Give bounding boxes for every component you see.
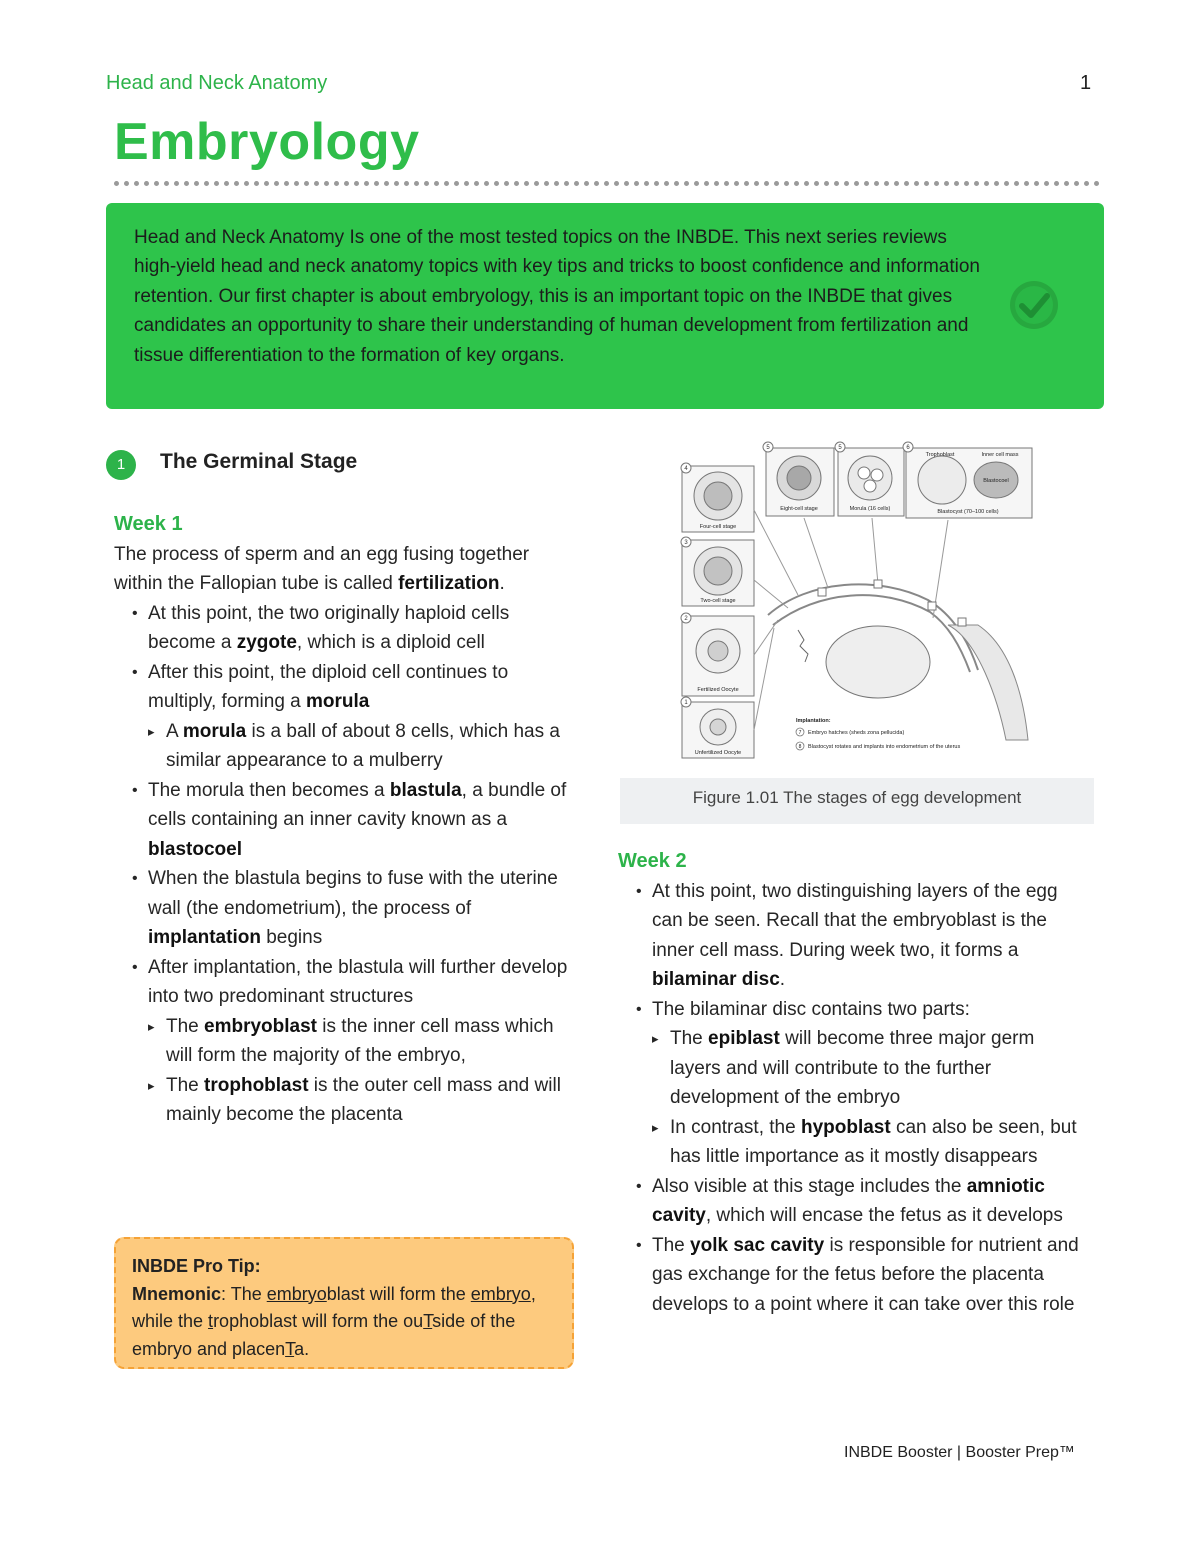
pro-tip-box	[114, 1237, 574, 1369]
figure-caption: Figure 1.01 The stages of egg development	[692, 788, 1022, 807]
stage-number: 5	[766, 445, 770, 451]
list-item: • Also visible at this stage includes the amniotic cavity, which will encase the fetus as it develops	[618, 1172, 1088, 1231]
mnemonic-label: Mnemonic	[132, 1283, 222, 1304]
stage-number: 1	[684, 700, 688, 706]
egg-development-figure	[678, 440, 1034, 760]
figure-label: Eight-cell stage	[780, 506, 818, 512]
footer: INBDE Booster | Booster Prep™	[844, 1444, 1075, 1461]
key-term: morula	[182, 720, 247, 742]
sub-list-item: ▸ A morula is a ball of about 8 cells, which has a similar appearance to a mulberry	[114, 717, 574, 776]
figure-label: Two-cell stage	[700, 598, 736, 604]
figure-caption-box	[620, 778, 1094, 824]
title-divider	[114, 181, 1100, 186]
list-item: • After this point, the diploid cell continues to multiply, forming a morula	[114, 658, 574, 717]
list-item: • When the blastula begins to fuse with the uterine wall (the endometrium), the process of implantation begins	[114, 864, 574, 953]
key-term: trophoblast	[204, 1074, 309, 1096]
stage-number: 4	[684, 466, 688, 472]
intro-text: Head and Neck Anatomy Is one of the most tested topics on the INBDE. This next series reviews high-yield head and neck anatomy topics with key tips and tricks to boost confidence and information retention. Our first chapter is about embryology, this is an important topic on the INBDE that gives candidates an opportunity to share their understanding of human development from fertilization and tissue differentiation to the formation of key organs.	[134, 227, 980, 366]
section-number-badge: 1	[106, 450, 136, 480]
section-heading: The Germinal Stage	[160, 450, 358, 473]
key-term: epiblast	[708, 1028, 780, 1049]
figure-label: Unfertilized Oocyte	[694, 750, 742, 756]
key-term: bilaminar disc	[652, 969, 780, 990]
figure-label: Inner cell mass	[981, 452, 1019, 458]
page-number: 1	[1080, 72, 1092, 94]
pro-tip-title: INBDE Pro Tip:	[132, 1256, 261, 1276]
key-term: fertilization	[398, 573, 500, 594]
key-term: morula	[306, 691, 370, 712]
week1-intro: The process of sperm and an egg fusing together within the Fallopian tube is called fertilization.	[114, 543, 530, 594]
key-term: implantation	[148, 927, 261, 948]
key-term: blastula	[389, 779, 462, 801]
list-item: • At this point, two distinguishing layers of the egg can be seen. Recall that the embryoblast is the inner cell mass. During week two, it forms a bilaminar disc.	[618, 877, 1088, 995]
key-term: embryoblast	[204, 1015, 318, 1037]
key-term: yolk sac cavity	[690, 1234, 825, 1256]
intro-box	[106, 203, 1104, 409]
stage-number: 3	[684, 540, 688, 546]
key-term: zygote	[236, 632, 297, 653]
figure-label: Blastocyst (70–100 cells)	[937, 509, 999, 515]
key-term: amniotic cavity	[652, 1175, 1045, 1226]
week1-column	[114, 510, 574, 1130]
stage-number: 2	[684, 616, 688, 622]
key-term: blastocoel	[148, 838, 242, 860]
sub-list-item: ▸ The trophoblast is the outer cell mass and will mainly become the placenta	[114, 1071, 574, 1130]
pro-tip-text: Mnemonic: The embryoblast will form the embryo, while the trophoblast will form the ouTside of the embryo and placenTa.	[132, 1283, 536, 1359]
page-title: Embryology	[114, 113, 420, 171]
stage-number: 5	[838, 445, 842, 451]
week2-heading: Week 2	[618, 850, 687, 872]
sub-list-item: ▸ The embryoblast is the inner cell mass which will form the majority of the embryo,	[114, 1012, 574, 1071]
figure-label: Embryo hatches (sheds zona pellucida)	[808, 730, 905, 736]
figure-label: Morula (16 cells)	[849, 506, 891, 512]
week1-heading: Week 1	[114, 513, 183, 535]
figure-label: Trophoblast	[925, 452, 955, 458]
figure-label: Blastocoel	[983, 478, 1009, 484]
sub-list-item: ▸ In contrast, the hypoblast can also be seen, but has little importance as it mostly disappears	[618, 1113, 1088, 1172]
figure-label: Implantation:	[796, 718, 831, 724]
week2-column	[618, 847, 1088, 1319]
list-item: • The morula then becomes a blastula, a bundle of cells containing an inner cavity known as a blastocoel	[114, 776, 574, 865]
list-item: • The yolk sac cavity is responsible for nutrient and gas exchange for the fetus before the placenta develops to a point where it can take over this role	[618, 1231, 1088, 1320]
figure-label: Blastocyst rotates and implants into endometrium of the uterus	[808, 744, 961, 750]
check-circle-icon	[1008, 279, 1060, 331]
key-term: hypoblast	[800, 1116, 891, 1138]
figure-label: Four-cell stage	[699, 524, 737, 530]
sub-list-item: ▸ The epiblast will become three major germ layers and will contribute to the further development of the embryo	[618, 1024, 1088, 1113]
list-item: • The bilaminar disc contains two parts:	[618, 995, 1088, 1025]
figure-label: Fertilized Oocyte	[697, 687, 739, 693]
stage-number: 7	[798, 730, 802, 736]
stage-number: 6	[906, 445, 910, 451]
stage-number: 8	[798, 744, 802, 750]
header-subtitle: Head and Neck Anatomy	[106, 72, 328, 94]
list-item: • At this point, the two originally haploid cells become a zygote, which is a diploid cell	[114, 599, 574, 658]
list-item: • After implantation, the blastula will further develop into two predominant structures	[114, 953, 574, 1012]
